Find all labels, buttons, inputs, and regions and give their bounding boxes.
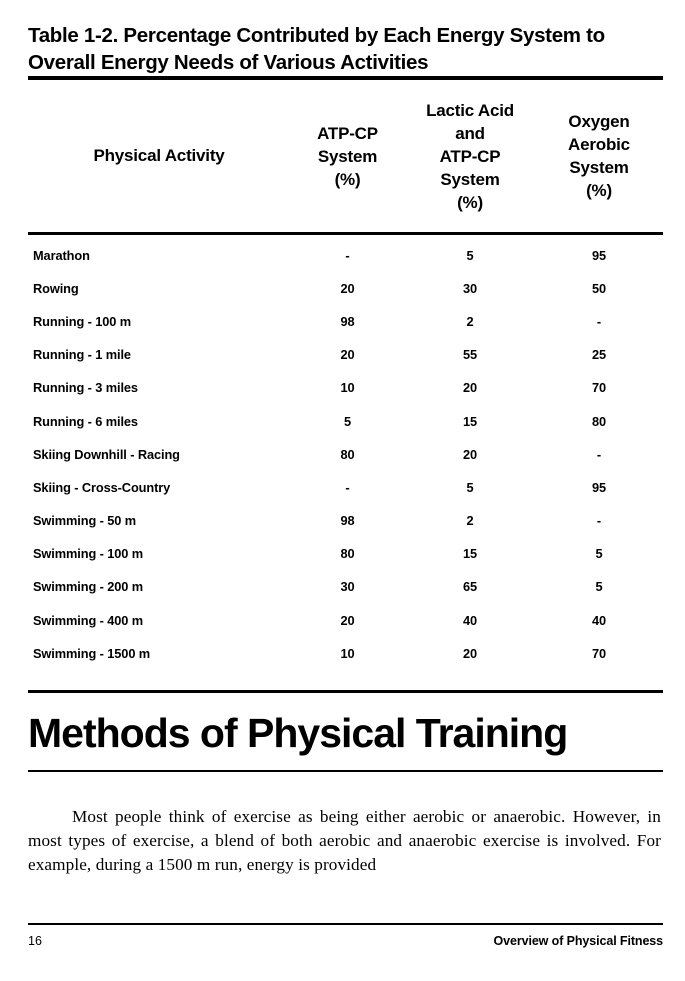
table-row (28, 272, 663, 305)
header-line: Lactic Acid (426, 100, 514, 120)
cell-lactic-acid-atp-cp: 40 (462, 612, 478, 628)
cell-oxygen-aerobic: - (596, 513, 602, 529)
cell-atp-cp: 10 (340, 645, 355, 661)
table-row (28, 405, 663, 438)
cell-atp-cp: - (345, 247, 350, 263)
cell-activity: Swimming - 400 m (33, 612, 144, 628)
cell-atp-cp: 5 (343, 413, 352, 429)
table-row (28, 505, 663, 538)
table-row (28, 235, 663, 272)
header-line: ATP-CP (439, 146, 501, 166)
cell-activity: Marathon (33, 247, 90, 263)
header-line: Oxygen (568, 112, 630, 131)
table-row (28, 339, 663, 372)
cell-oxygen-aerobic: 80 (591, 413, 607, 429)
header-line: System (569, 158, 629, 177)
section-heading: Methods of Physical Training (28, 710, 568, 757)
cell-oxygen-aerobic: 95 (591, 479, 607, 495)
cell-atp-cp: 98 (340, 313, 355, 329)
energy-systems-table-body (28, 235, 663, 670)
column-header-atp-cp (290, 80, 405, 232)
table-row (28, 637, 663, 670)
cell-lactic-acid-atp-cp: 20 (462, 645, 478, 661)
cell-activity: Running - 100 m (33, 313, 132, 329)
cell-oxygen-aerobic: 70 (591, 380, 607, 396)
cell-atp-cp: 10 (340, 380, 355, 396)
cell-lactic-acid-atp-cp: 20 (462, 380, 478, 396)
cell-oxygen-aerobic: 50 (591, 280, 607, 296)
cell-atp-cp: 30 (340, 579, 355, 595)
energy-systems-table (28, 80, 663, 232)
page-footer (28, 934, 663, 948)
column-header-lactic-acid-atp-cp (405, 80, 535, 232)
cell-lactic-acid-atp-cp: 15 (462, 413, 478, 429)
header-line: (%) (334, 169, 361, 189)
cell-atp-cp: 80 (340, 546, 355, 562)
cell-lactic-acid-atp-cp: 30 (462, 280, 478, 296)
cell-oxygen-aerobic: 95 (591, 247, 607, 263)
cell-oxygen-aerobic: 25 (591, 347, 607, 363)
cell-lactic-acid-atp-cp: 5 (466, 479, 474, 495)
cell-activity: Swimming - 1500 m (33, 645, 151, 661)
cell-activity: Running - 6 miles (33, 413, 138, 429)
cell-oxygen-aerobic: 5 (595, 579, 603, 595)
cell-oxygen-aerobic: 70 (591, 645, 607, 661)
footer-running-title: Overview of Physical Fitness (493, 934, 663, 948)
cell-oxygen-aerobic: 40 (591, 612, 607, 628)
cell-atp-cp: 98 (340, 513, 355, 529)
header-line: (%) (586, 181, 612, 200)
cell-activity: Swimming - 100 m (33, 546, 144, 562)
cell-lactic-acid-atp-cp: 20 (462, 446, 478, 462)
cell-atp-cp: - (345, 479, 350, 495)
table-row (28, 471, 663, 504)
header-line: System (317, 146, 378, 166)
cell-oxygen-aerobic: - (596, 313, 602, 329)
header-line: ATP-CP (317, 123, 378, 143)
table-header-row (28, 80, 663, 232)
cell-atp-cp: 20 (340, 612, 355, 628)
cell-lactic-acid-atp-cp: 2 (466, 513, 474, 529)
column-header-physical-activity: Physical Activity (93, 145, 225, 165)
page-content (28, 0, 663, 894)
table-header (28, 80, 663, 232)
header-line: Aerobic (568, 135, 630, 154)
table-row (28, 604, 663, 637)
cell-lactic-acid-atp-cp: 55 (462, 347, 478, 363)
cell-activity: Running - 3 miles (33, 380, 138, 396)
cell-activity: Running - 1 mile (33, 347, 131, 363)
table-row (28, 538, 663, 571)
cell-atp-cp: 80 (340, 446, 355, 462)
table-row (28, 305, 663, 338)
cell-lactic-acid-atp-cp: 2 (466, 313, 474, 329)
footer-page-number: 16 (28, 934, 42, 948)
cell-oxygen-aerobic: - (596, 446, 602, 462)
header-line: and (455, 123, 485, 143)
table-caption: Table 1-2. Percentage Contributed by Each Energy System to Overall Energy Needs of Various Activities (28, 24, 605, 74)
rule-below-section-heading (28, 770, 663, 772)
cell-lactic-acid-atp-cp: 5 (466, 247, 474, 263)
cell-atp-cp: 20 (340, 280, 355, 296)
cell-oxygen-aerobic: 5 (595, 546, 603, 562)
cell-activity: Skiing Downhill - Racing (33, 446, 180, 462)
cell-activity: Skiing - Cross-Country (33, 479, 171, 495)
body-paragraph: Most people think of exercise as being either aerobic or anaerobic. However, in most types of exercise, a blend of both aerobic and anaerobic exercise is involved. For example, during a 1500 m run, energy is provided (28, 806, 661, 874)
header-line: (%) (457, 192, 483, 212)
header-line: System (440, 169, 500, 189)
table-row (28, 438, 663, 471)
table-row (28, 571, 663, 604)
cell-lactic-acid-atp-cp: 65 (462, 579, 478, 595)
cell-activity: Rowing (33, 280, 79, 296)
table-row (28, 372, 663, 405)
cell-activity: Swimming - 50 m (33, 513, 137, 529)
table-body (28, 235, 663, 670)
cell-activity: Swimming - 200 m (33, 579, 144, 595)
spacer-below-table (28, 670, 663, 690)
footer-rule (28, 923, 663, 925)
column-header-oxygen-aerobic (535, 80, 663, 232)
cell-atp-cp: 20 (340, 347, 355, 363)
cell-lactic-acid-atp-cp: 15 (462, 546, 478, 562)
